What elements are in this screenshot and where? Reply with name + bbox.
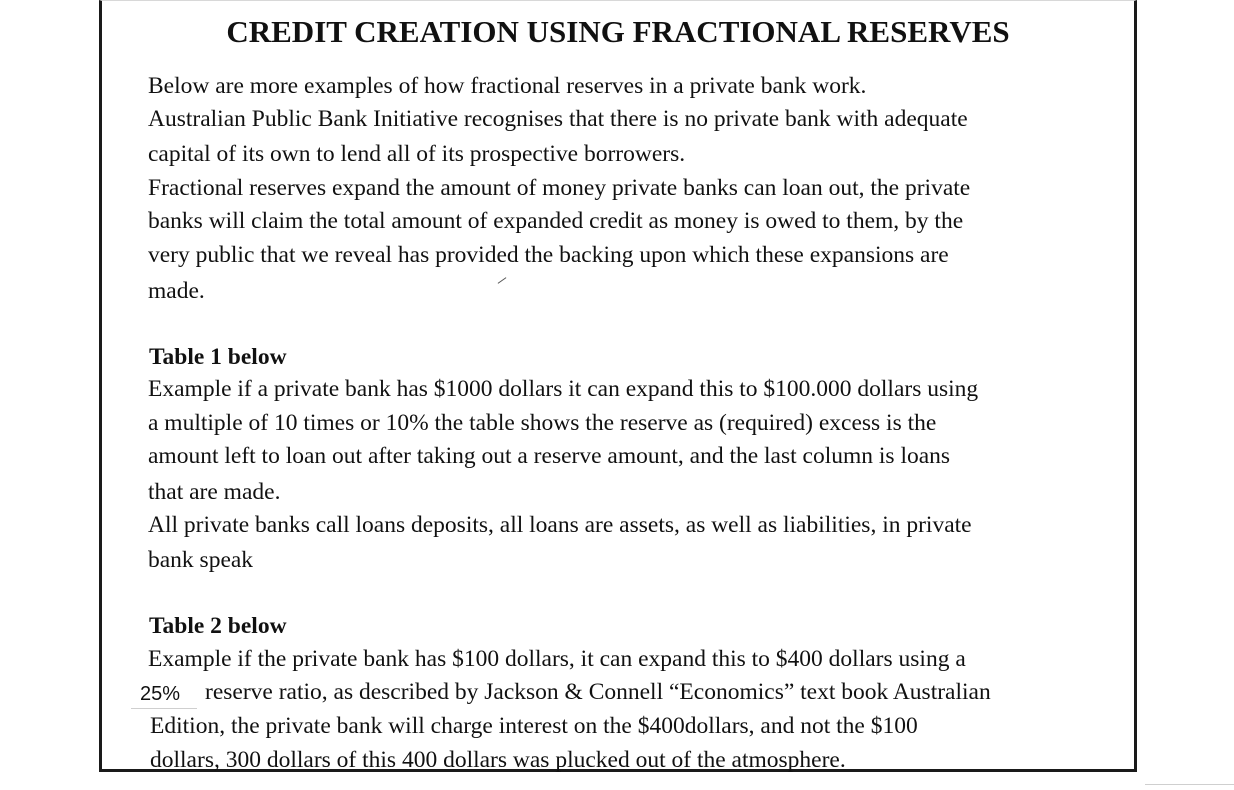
table2-heading: Table 2 below	[149, 613, 287, 639]
intro-line-1: Below are more examples of how fractional reserves in a private bank work.	[148, 73, 867, 99]
table1-line-2: a multiple of 10 times or 10% the table shows the reserve as (required) excess is the	[148, 410, 937, 436]
scan-line	[1145, 784, 1234, 785]
intro-line-5: banks will claim the total amount of expanded credit as money is owed to them, by the	[148, 208, 964, 234]
intro-line-2: Australian Public Bank Initiative recognises that there is no private bank with adequate	[148, 106, 968, 132]
intro-line-4: Fractional reserves expand the amount of money private banks can loan out, the private	[148, 175, 971, 201]
table1-line-6: bank speak	[148, 547, 254, 573]
table1-line-4: that are made.	[148, 479, 281, 505]
table1-line-5: All private banks call loans deposits, all loans are assets, as well as liabilities, in private	[148, 512, 972, 538]
table2-line-2: reserve ratio, as described by Jackson & Connell “Economics” text book Australian	[205, 679, 991, 705]
table2-line-3: Edition, the private bank will charge interest on the $400dollars, and not the $100	[150, 713, 918, 739]
intro-line-3: capital of its own to lend all of its prospective borrowers.	[148, 141, 686, 167]
table1-line-1: Example if a private bank has $1000 dollars it can expand this to $100.000 dollars using	[148, 376, 979, 402]
table2-line-4: dollars, 300 dollars of this 400 dollars was plucked out of the atmosphere.	[150, 747, 846, 773]
intro-line-6: very public that we reveal has provided the backing upon which these expansions are	[148, 242, 949, 268]
table1-heading: Table 1 below	[149, 344, 287, 370]
document-title: CREDIT CREATION USING FRACTIONAL RESERVES	[226, 14, 1010, 49]
intro-line-7: made.	[148, 278, 205, 304]
table1-line-3: amount left to loan out after taking out a reserve amount, and the last column is loans	[148, 443, 951, 469]
table2-line-1: Example if the private bank has $100 dollars, it can expand this to $400 dollars using a	[148, 646, 966, 672]
reserve-ratio-field: 25%	[131, 679, 197, 709]
